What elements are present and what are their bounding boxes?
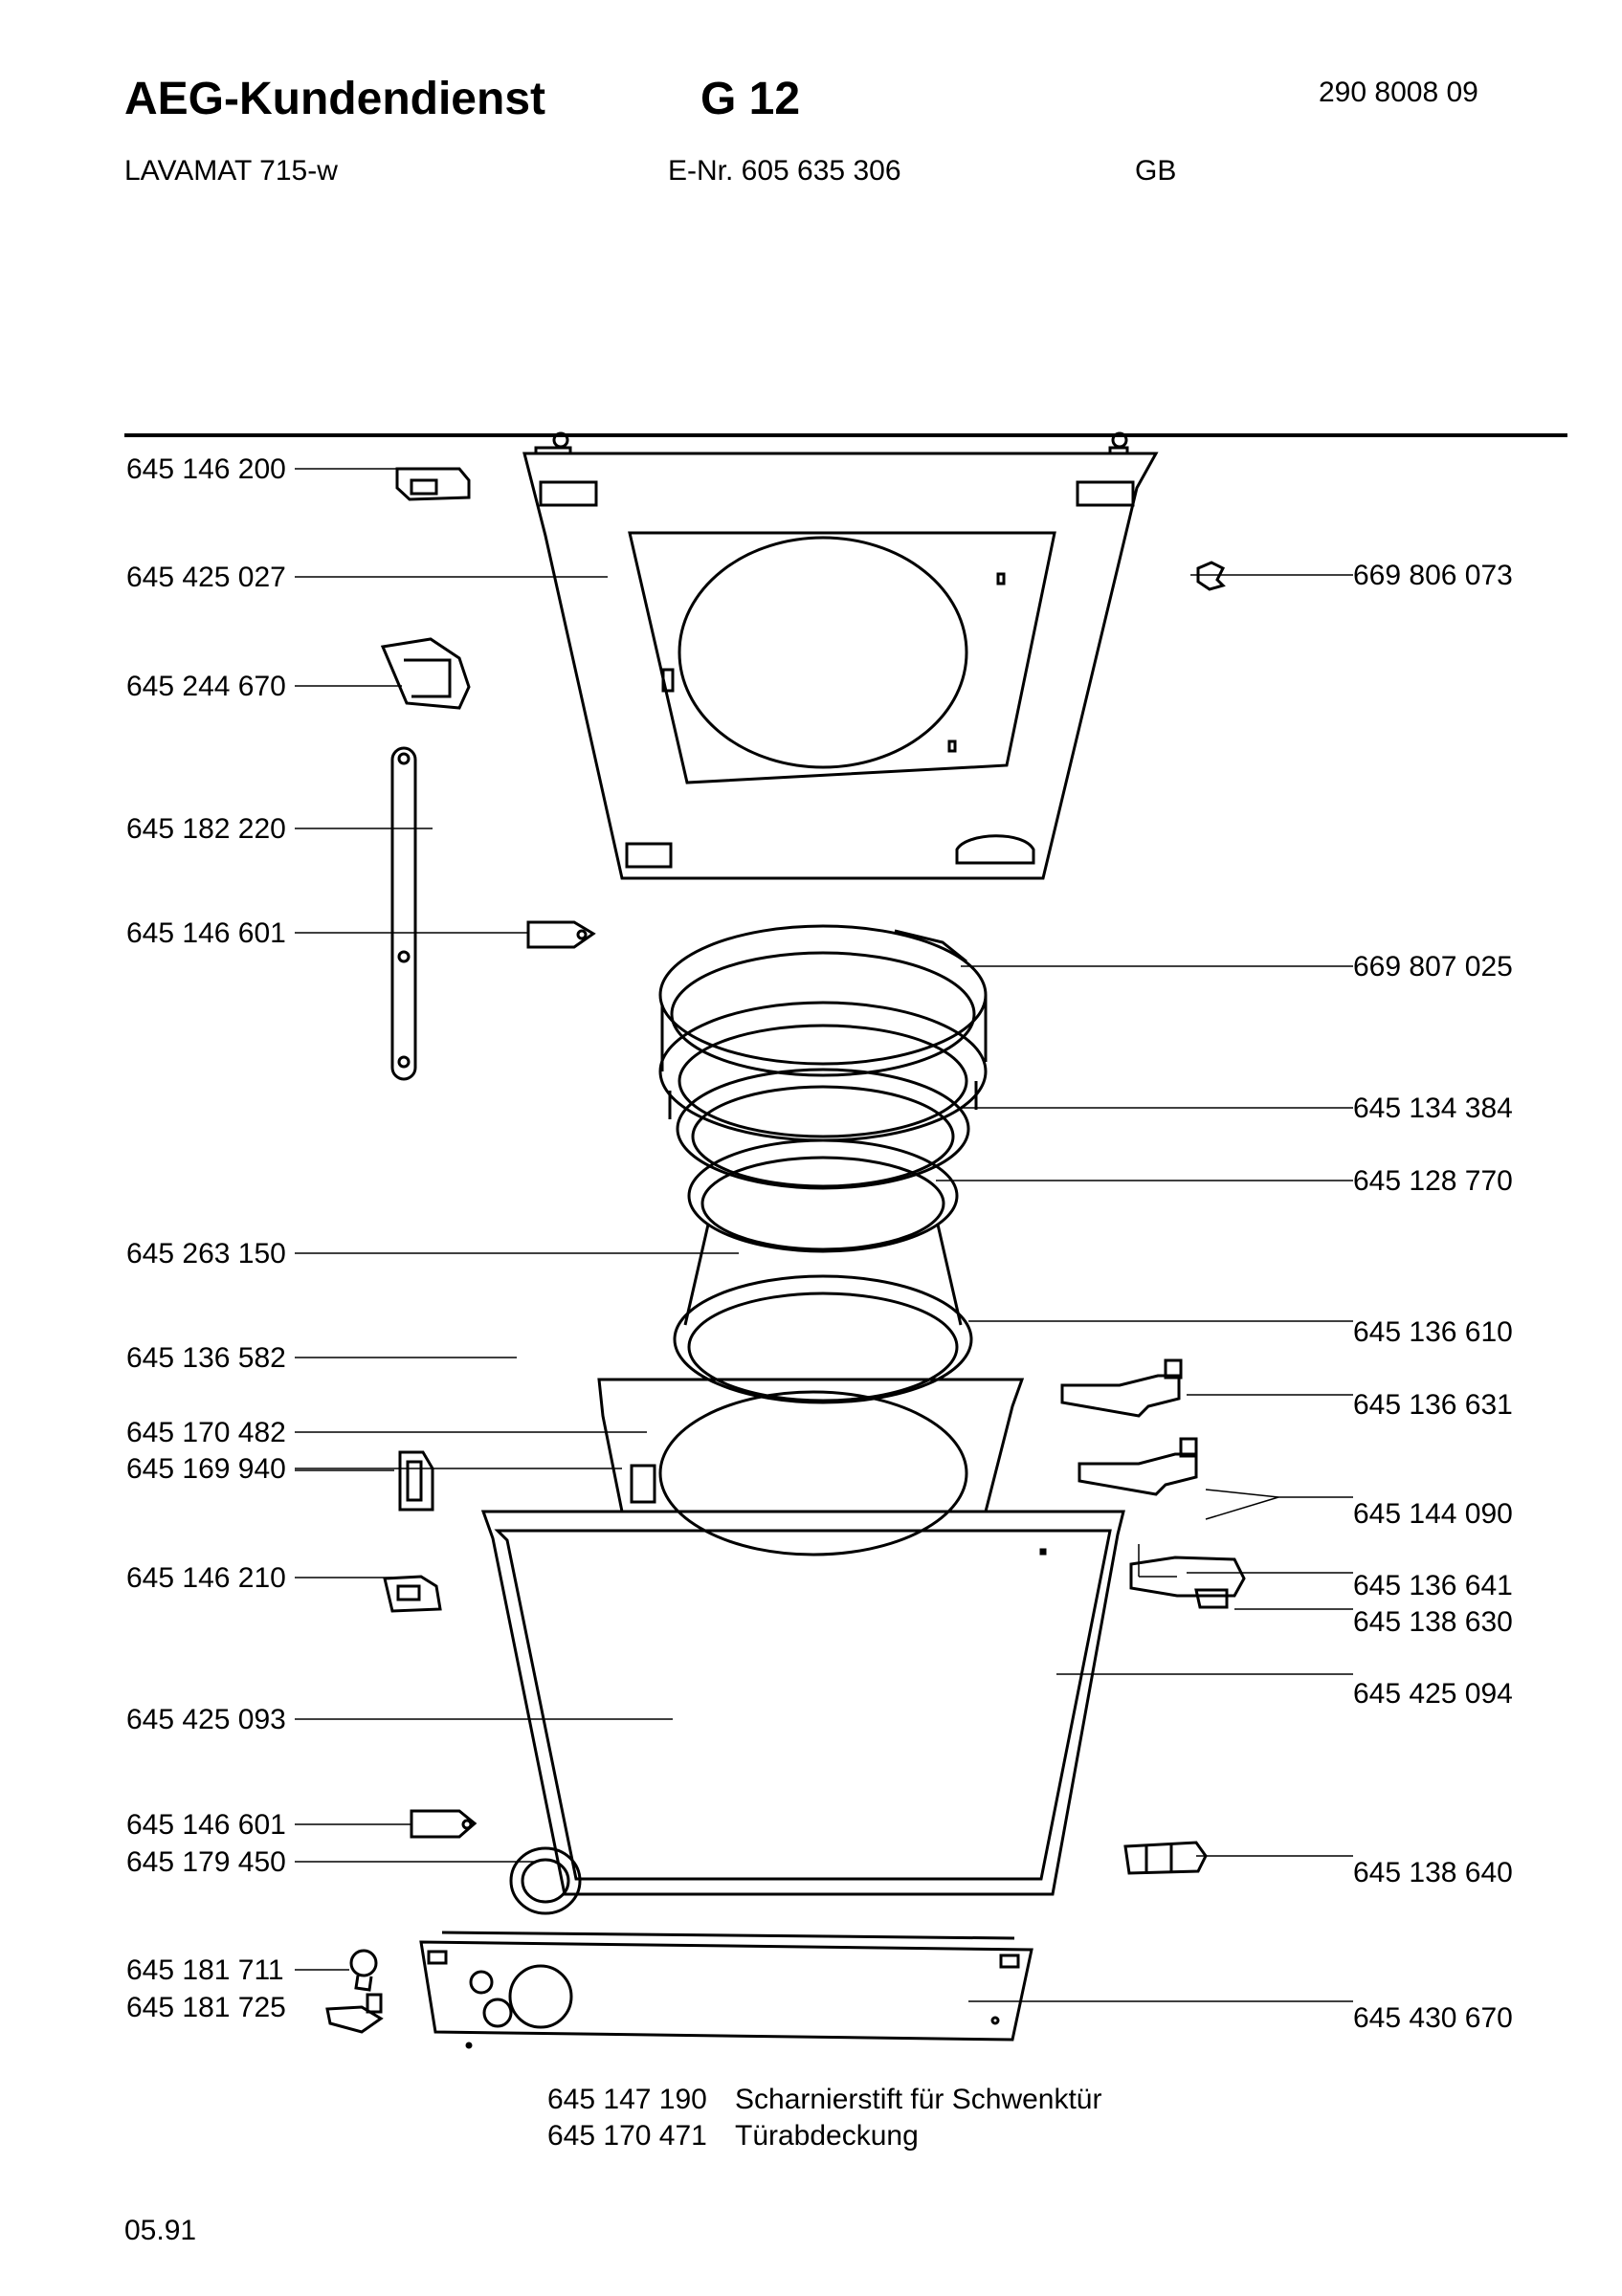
door-seal-drawing xyxy=(660,926,986,1402)
door-hinge-drawing xyxy=(1062,1360,1196,1494)
note-row xyxy=(547,2084,1101,2116)
document-number: 290 8008 09 xyxy=(1319,77,1478,108)
door-drawing xyxy=(483,1512,1123,1894)
part-number-left: 645 170 482 xyxy=(126,1417,286,1448)
hinge-strip-drawing xyxy=(392,748,415,1079)
part-number-right: 669 807 025 xyxy=(1353,951,1513,982)
note-row xyxy=(547,2120,919,2152)
part-number-left: 645 244 670 xyxy=(126,671,286,702)
part-number-right: 645 128 770 xyxy=(1353,1165,1513,1197)
part-number-left: 645 425 027 xyxy=(126,562,286,593)
inner-door-frame-drawing xyxy=(599,1380,1022,1555)
brand-title: AEG-Kundendienst xyxy=(124,74,545,124)
handle-roll-drawing xyxy=(511,1848,580,1913)
cover-plate-drawing xyxy=(421,1932,1032,2047)
part-number-left: 645 263 150 xyxy=(126,1238,286,1269)
part-number-right: 645 425 094 xyxy=(1353,1678,1513,1710)
part-number-right: 669 806 073 xyxy=(1353,560,1513,591)
footer-date: 05.91 xyxy=(124,2215,197,2246)
language-code: GB xyxy=(1135,155,1177,187)
part-number-right: 645 430 670 xyxy=(1353,2002,1513,2034)
part-number-left: 645 146 200 xyxy=(126,453,286,485)
part-number-left: 645 136 582 xyxy=(126,1342,286,1374)
part-number-right: 645 138 640 xyxy=(1353,1857,1513,1888)
e-number: E-Nr. 605 635 306 xyxy=(668,155,901,187)
part-number-left: 645 146 601 xyxy=(126,917,286,949)
part-number-right: 645 136 641 xyxy=(1353,1570,1513,1601)
note-part-number: 645 170 471 xyxy=(547,2120,707,2152)
model-name: LAVAMAT 715-w xyxy=(124,155,338,187)
note-description: Türabdeckung xyxy=(735,2120,919,2152)
part-number-left: 645 146 601 xyxy=(126,1809,286,1841)
part-number-left: 645 425 093 xyxy=(126,1704,286,1735)
note-description: Scharnierstift für Schwenktür xyxy=(735,2084,1102,2115)
control-panel-drawing xyxy=(524,433,1156,878)
leader-lines xyxy=(295,469,1353,2001)
part-number-left: 645 181 725 xyxy=(126,1992,286,2023)
part-number-left: 645 182 220 xyxy=(126,813,286,845)
part-number-right: 645 136 631 xyxy=(1353,1389,1513,1421)
part-number-left: 645 169 940 xyxy=(126,1453,286,1485)
note-part-number: 645 147 190 xyxy=(547,2084,707,2115)
part-number-left: 645 146 210 xyxy=(126,1562,286,1594)
part-number-left: 645 181 711 xyxy=(126,1954,284,1986)
part-number-left: 645 179 450 xyxy=(126,1846,286,1878)
group-code: G 12 xyxy=(700,74,801,124)
part-number-right: 645 138 630 xyxy=(1353,1606,1513,1638)
part-number-right: 645 144 090 xyxy=(1353,1498,1513,1530)
part-number-right: 645 136 610 xyxy=(1353,1316,1513,1348)
part-number-right: 645 134 384 xyxy=(1353,1093,1513,1124)
